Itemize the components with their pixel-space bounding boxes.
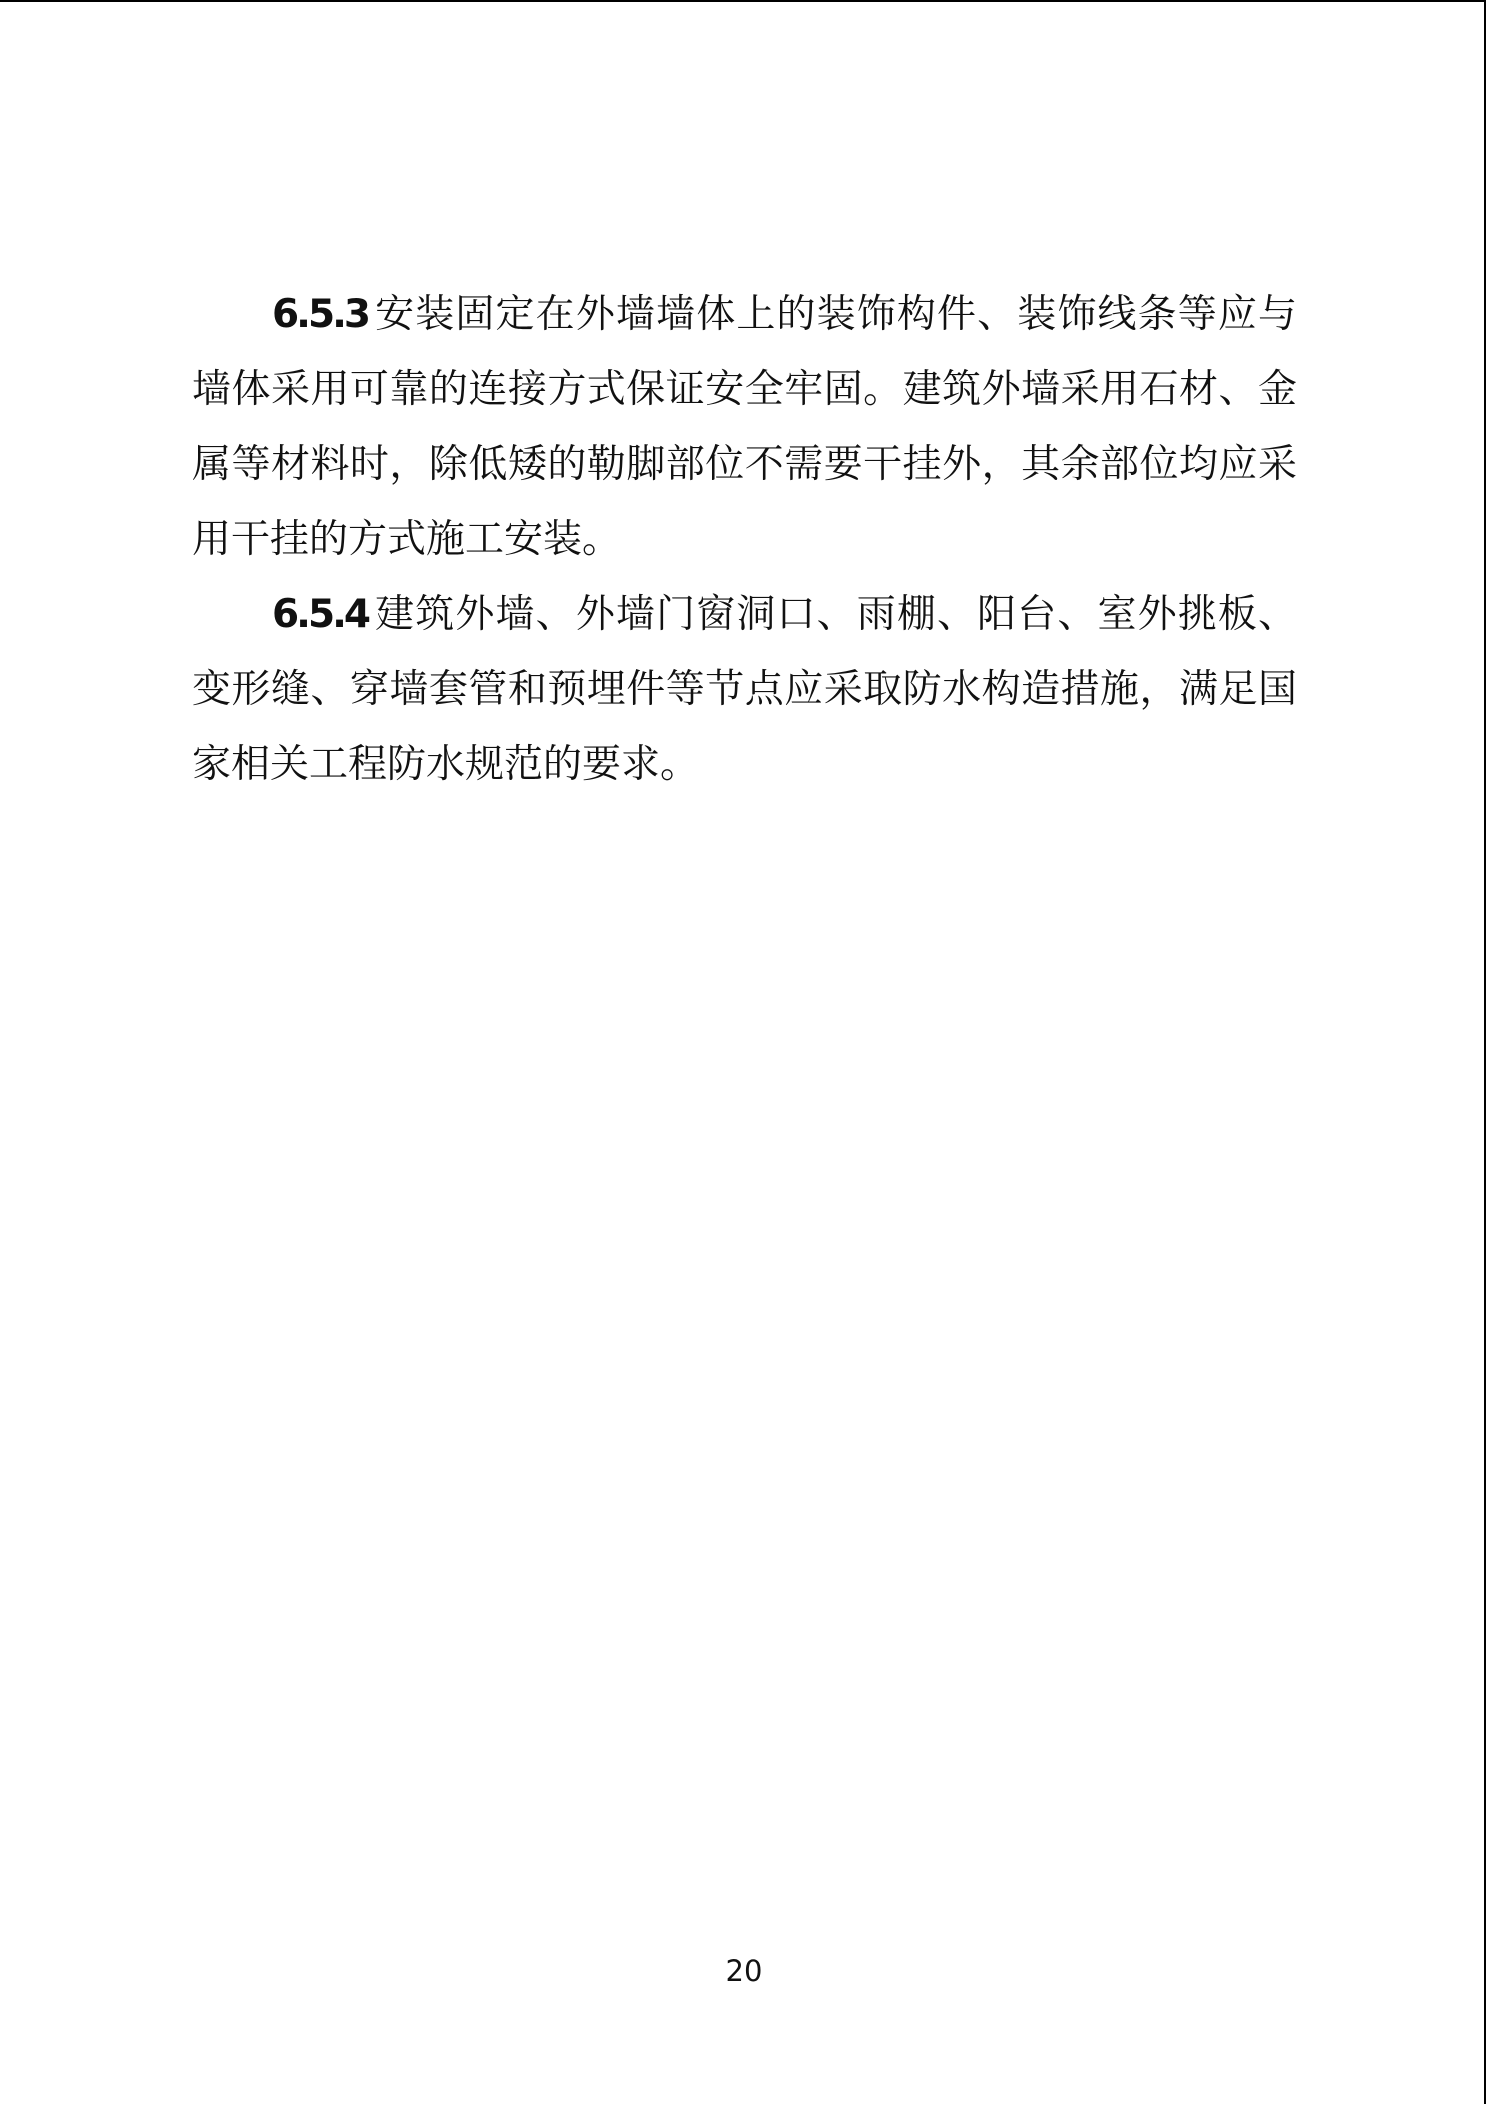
document-body [192,277,1297,802]
clause-number: 6.5.4 [272,592,369,637]
clause-text: 安装固定在外墙墙体上的装饰构件、装饰线条等应与墙体采用可靠的连接方式保证安全牢固。建筑外墙采用石材、金属等材料时，除低矮的勒脚部位不需要干挂外，其余部位均应采用干挂的方式施工安装。 [192,292,1297,562]
page-number: 20 [725,1954,763,1988]
clause-number: 6.5.3 [272,292,369,337]
clause-6-5-3 [192,277,1297,577]
clause-6-5-4 [192,577,1297,802]
clause-text: 建筑外墙、外墙门窗洞口、雨棚、阳台、室外挑板、变形缝、穿墙套管和预埋件等节点应采取防水构造措施，满足国家相关工程防水规范的要求。 [192,592,1297,787]
